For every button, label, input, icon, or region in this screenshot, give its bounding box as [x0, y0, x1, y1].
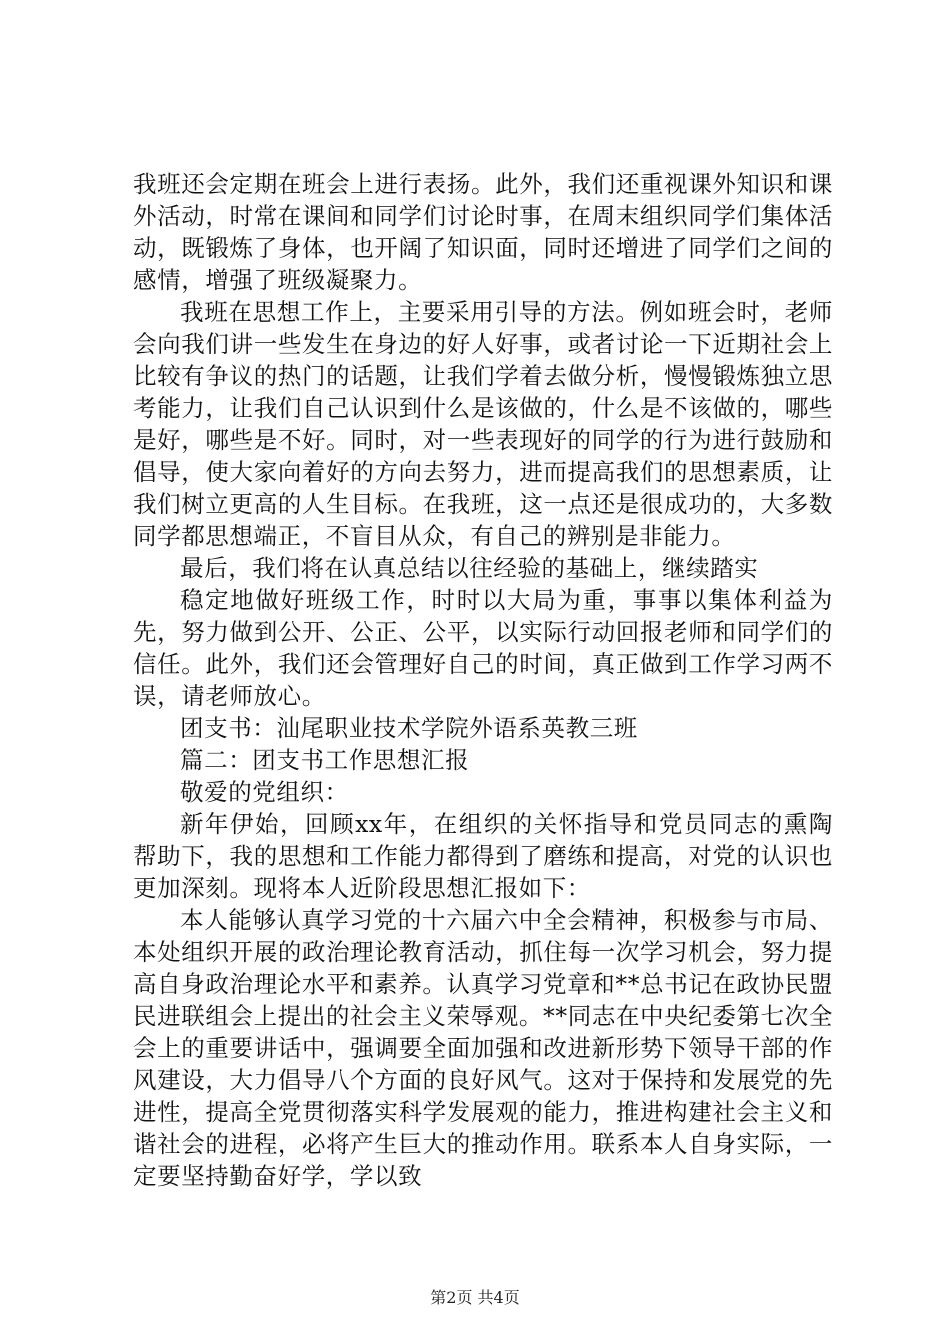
section-heading: 篇二：团支书工作思想汇报: [180, 746, 470, 774]
document-body: [133, 168, 833, 1192]
paragraph-4: 稳定地做好班级工作，时时以大局为重，事事以集体利益为先，努力做到公开、公正、公平，以实际行动回报老师和同学们的信任。此外，我们还会管理好自己的时间，真正做到工作学习两不误，请老师放心。: [133, 586, 833, 710]
paragraph-6: 本人能够认真学习党的十六届六中全会精神，积极参与市局、本处组织开展的政治理论教育活动，抓住每一次学习机会，努力提高自身政治理论水平和素养。认真学习党章和**总书记在政协民盟民进联组会上提出的社会主义荣辱观。**同志在中央纪委第七次全会上的重要讲话中，强调要全面加强和改进新形势下领导干部的作风建设，大力倡导八个方面的良好风气。这对于保持和发展党的先进性，提高全党贯彻落实科学发展观的能力，推进构建社会主义和谐社会的进程，必将产生巨大的推动作用。联系本人自身实际，一定要坚持勤奋好学，学以致: [133, 906, 833, 1190]
paragraph-3: 最后，我们将在认真总结以往经验的基础上，继续踏实: [180, 554, 759, 582]
paragraph-2: 我班在思想工作上，主要采用引导的方法。例如班会时，老师会向我们讲一些发生在身边的好人好事，或者讨论一下近期社会上比较有争议的热门的话题，让我们学着去做分析，慢慢锻炼独立思考能力，让我们自己认识到什么是该做的，什么是不该做的，哪些是好，哪些是不好。同时，对一些表现好的同学的行为进行鼓励和倡导，使大家向着好的方向去努力，进而提高我们的思想素质，让我们树立更高的人生目标。在我班，这一点还是很成功的，大多数同学都思想端正，不盲目从众，有自己的辨别是非能力。: [133, 298, 833, 550]
paragraph-5: 新年伊始，回顾xx年，在组织的关怀指导和党员同志的熏陶帮助下，我的思想和工作能力都得到了磨练和提高，对党的认识也更加深刻。现将本人近阶段思想汇报如下：: [133, 810, 833, 902]
paragraph-1: 我班还会定期在班会上进行表扬。此外，我们还重视课外知识和课外活动，时常在课间和同学们讨论时事，在周末组织同学们集体活动，既锻炼了身体，也开阔了知识面，同时还增进了同学们之间的感情，增强了班级凝聚力。: [133, 170, 833, 294]
page-number: 第2页 共4页: [430, 1288, 520, 1307]
salutation: 敬爱的党组织：: [180, 778, 349, 806]
signature-line: 团支书：汕尾职业技术学院外语系英教三班: [180, 714, 638, 742]
